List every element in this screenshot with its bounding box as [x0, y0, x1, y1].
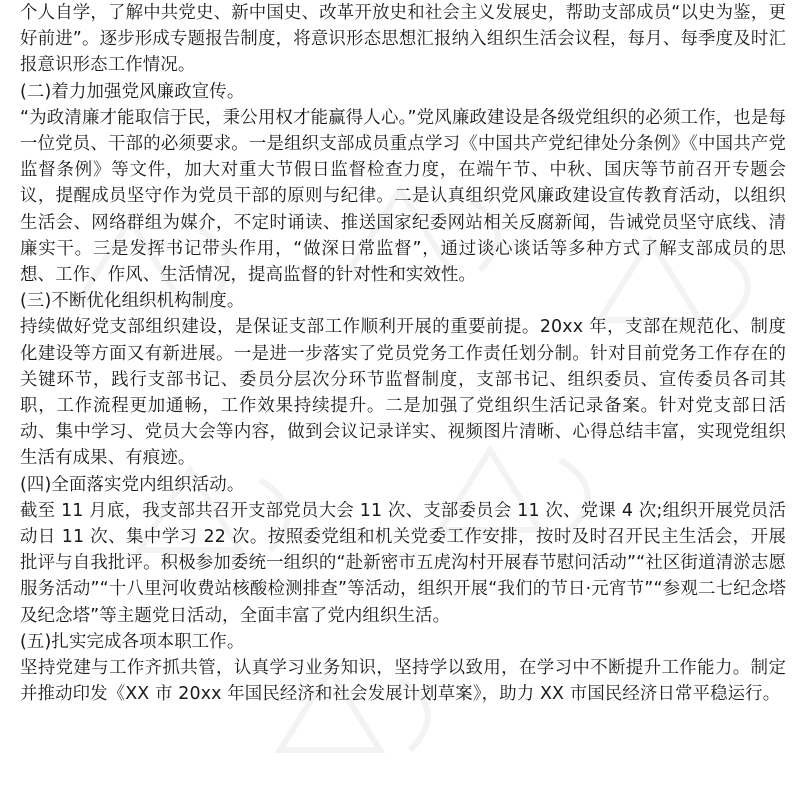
- section-body: 截至 11 月底，我支部共召开支部党员大会 11 次、支部委员会 11 次、党课 4 次;组织开展党员活动日 11 次、集中学习 22 次。按照委党组和机关党委工作安排，按时及时召开民主生活会，开展批评与自我批评。积极参加委统一组织的“赴新密市五虎沟村开展春节慰问活动”“社区街道清淤志愿服务活动”“十八里河收费站核酸检测排查”等活动，组织开展“我们的节日·元宵节”“参观二七纪念塔及纪念塔”等主题党日活动，全面丰富了党内组织生活。: [20, 500, 786, 626]
- intro-paragraph: 个人自学，了解中共党史、新中国史、改革开放史和社会主义发展史，帮助支部成员“以史为鉴，更好前进”。逐步形成专题报告制度，将意识形态思想汇报纳入组织生活会议程，每月、每季度及时汇报意识形态工作情况。: [20, 3, 786, 76]
- section-body: 坚持党建与工作齐抓共管，认真学习业务知识，坚持学以致用，在学习中不断提升工作能力。制定并推动印发《XX 市 20xx 年国民经济和社会发展计划草案》，助力 XX 市国民经济日常平稳运行。: [20, 658, 786, 705]
- document-body: [20, 0, 786, 707]
- section-heading: (五)扎实完成各项本职工作。: [20, 631, 245, 652]
- section-body: 持续做好党支部组织建设，是保证支部工作顺利开展的重要前提。20xx 年，支部在规范化、制度化建设等方面又有新进展。一是进一步落实了党员党务工作责任划分制。针对目前党务工作存在的关键环节，践行支部书记、委员分层次分环节监督制度，支部书记、组织委员、宣传委员各司其职，工作流程更加通畅，工作效果持续提升。二是加强了党组织生活记录备案。针对党支部日活动、集中学习、党员大会等内容，做到会议记录详实、视频图片清晰、心得总结丰富，实现党组织生活有成果、有痕迹。: [20, 317, 786, 469]
- section-heading: (四)全面落实党内组织活动。: [20, 474, 245, 495]
- section-body: “为政清廉才能取信于民，秉公用权才能赢得人心。”党风廉政建设是各级党组织的必须工作，也是每一位党员、干部的必须要求。一是组织支部成员重点学习《中国共产党纪律处分条例》《中国共产党监督条例》等文件，加大对重大节假日监督检查力度，在端午节、中秋、国庆等节前召开专题会议，提醒成员坚守作为党员干部的原则与纪律。二是认真组织党风廉政建设宣传教育活动，以组织生活会、网络群组为媒介，不定时诵读、推送国家纪委网站相关反腐新闻，告诫党员坚守底线、清廉实干。三是发挥书记带头作用，“做深日常监督”，通过谈心谈话等多种方式了解支部成员的思想、工作、作风、生活情况，提高监督的针对性和实效性。: [20, 107, 786, 286]
- section-heading: (三)不断优化组织机构制度。: [20, 291, 245, 312]
- section-heading: (二)着力加强党风廉政宣传。: [20, 81, 245, 102]
